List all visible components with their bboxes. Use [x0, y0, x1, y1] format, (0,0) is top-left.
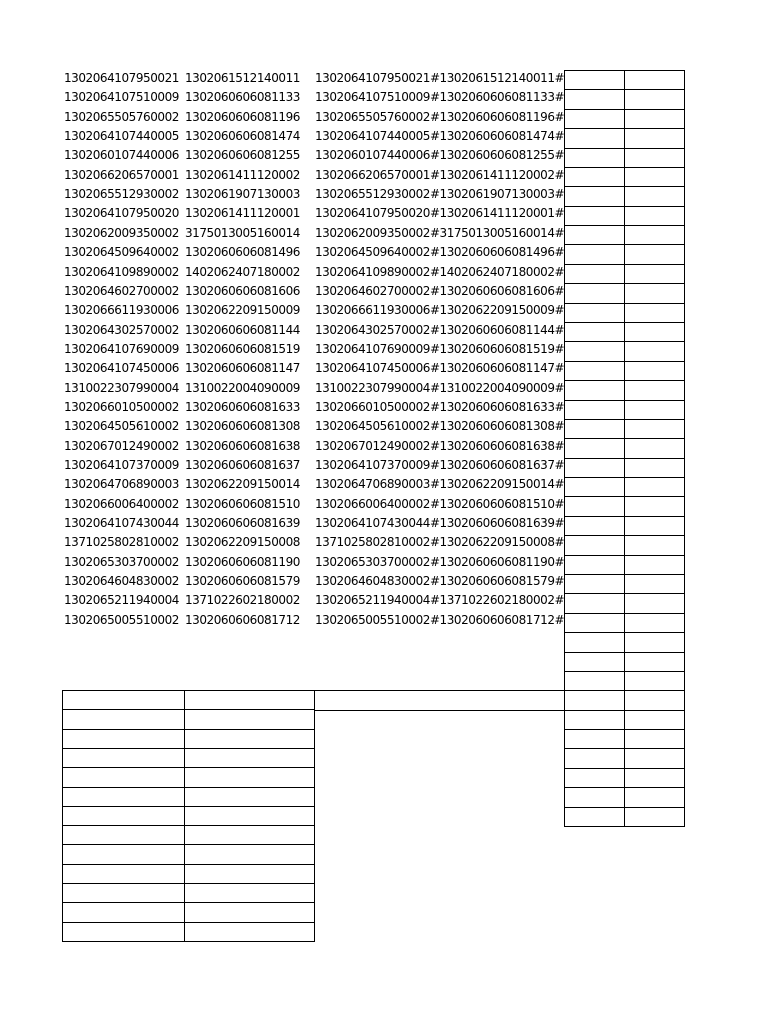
- cell-col-a: 1302066006400002: [64, 496, 179, 511]
- cell-col-b: 1302061411120002: [185, 167, 300, 182]
- cell-col-b: 1302062209150014: [185, 477, 300, 492]
- cell-col-c: 1302064107950020#1302061411120001#: [315, 206, 565, 221]
- cell-border: [62, 922, 315, 923]
- cell-col-a: 1302064107370009: [64, 458, 179, 472]
- cell-col-b: 1302060606081496: [185, 245, 300, 260]
- cell-col-a: 1302064604830002: [64, 574, 179, 589]
- cell-col-b: 1302061907130003: [185, 187, 300, 202]
- cell-border: [62, 902, 315, 903]
- cell-col-b: 1302060606081510: [185, 496, 300, 511]
- cell-col-a: 1302066611930006: [64, 303, 179, 318]
- cell-col-c: 1302064107370009#1302060606081637#: [315, 458, 565, 472]
- cell-col-c: 1302060107440006#1302060606081255#: [315, 148, 565, 163]
- cell-col-a: 1302060107440006: [64, 148, 179, 163]
- cell-border: [62, 767, 315, 768]
- cell-col-b: 1302060606081190: [185, 554, 300, 569]
- cell-col-c: 1302064706890003#1302062209150014#: [315, 477, 565, 492]
- cell-col-c: 1302064107440005#1302060606081474#: [315, 129, 565, 144]
- cell-col-b: 1302060606081474: [185, 129, 300, 144]
- cell-col-a: 1371025802810002: [64, 535, 179, 550]
- cell-col-c: 1302065303700002#1302060606081190#: [315, 554, 565, 569]
- cell-col-a: 1302064107950020: [64, 206, 179, 221]
- cell-col-a: 1302066010500002: [64, 399, 179, 414]
- cell-col-c: 1302064505610002#1302060606081308#: [315, 419, 565, 434]
- cell-col-b: 1371022602180002: [185, 593, 300, 608]
- cell-border: [62, 883, 315, 884]
- cell-col-c: 1302064107430044#1302060606081639#: [315, 516, 565, 531]
- cell-border: [314, 690, 315, 941]
- cell-col-b: 1302060606081606: [185, 283, 300, 298]
- cell-col-c: 1302064109890002#1402062407180002#: [315, 264, 565, 279]
- cell-border: [564, 70, 565, 826]
- cell-col-c: 1302066611930006#1302062209150009#: [315, 303, 565, 318]
- cell-border: [184, 690, 185, 941]
- cell-col-a: 1302064107510009: [64, 90, 179, 105]
- cell-col-a: 1302065303700002: [64, 554, 179, 569]
- cell-col-b: 1302060606081144: [185, 322, 300, 337]
- cell-col-a: 1302067012490002: [64, 438, 179, 453]
- cell-col-c: 1302064604830002#1302060606081579#: [315, 574, 565, 589]
- cell-col-c: 1302064107690009#1302060606081519#: [315, 341, 565, 356]
- cell-border: [62, 787, 315, 788]
- cell-border: [62, 941, 315, 942]
- cell-col-b: 1302060606081637: [185, 458, 300, 472]
- cell-col-a: 1302064302570002: [64, 322, 179, 337]
- cell-col-c: 1302064107510009#1302060606081133#: [315, 90, 565, 105]
- cell-col-c: 1302064509640002#1302060606081496#: [315, 245, 565, 260]
- cell-col-a: 1302064505610002: [64, 419, 179, 434]
- cell-col-c: 1302064107950021#1302061512140011#: [315, 71, 565, 85]
- cell-col-c: 1302065211940004#1371022602180002#: [315, 593, 565, 608]
- cell-border: [564, 826, 685, 827]
- cell-border: [62, 690, 63, 941]
- cell-col-c: 1302064107450006#1302060606081147#: [315, 361, 565, 376]
- cell-col-c: 1302066206570001#1302061411120002#: [315, 167, 565, 182]
- cell-col-c: 1302065512930002#1302061907130003#: [315, 187, 565, 202]
- cell-col-a: 1302064107430044: [64, 516, 179, 531]
- cell-col-a: 1302064107440005: [64, 129, 179, 144]
- cell-col-a: 1302064109890002: [64, 264, 179, 279]
- cell-border: [62, 844, 315, 845]
- cell-border: [62, 864, 315, 865]
- cell-col-b: 3175013005160014: [185, 225, 300, 240]
- cell-col-b: 1302061411120001: [185, 206, 300, 221]
- cell-border: [62, 690, 315, 691]
- cell-col-a: 1302064602700002: [64, 283, 179, 298]
- cell-border: [62, 806, 315, 807]
- cell-col-a: 1302062009350002: [64, 225, 179, 240]
- cell-col-b: 1302062209150008: [185, 535, 300, 550]
- cell-col-a: 1302065005510002: [64, 612, 179, 627]
- cell-col-c: 1302065505760002#1302060606081196#: [315, 109, 565, 124]
- cell-col-c: 1302067012490002#1302060606081638#: [315, 438, 565, 453]
- cell-col-b: 1302060606081308: [185, 419, 300, 434]
- cell-col-b: 1302061512140011: [185, 71, 300, 85]
- cell-col-b: 1310022004090009: [185, 380, 300, 395]
- cell-col-a: 1302065211940004: [64, 593, 179, 608]
- cell-col-c: 1302066006400002#1302060606081510#: [315, 496, 565, 511]
- cell-col-b: 1302060606081519: [185, 341, 300, 356]
- cell-border: [62, 709, 315, 710]
- cell-col-c: 1302062009350002#3175013005160014#: [315, 225, 565, 240]
- cell-col-b: 1302060606081579: [185, 574, 300, 589]
- cell-col-a: 1302066206570001: [64, 167, 179, 182]
- cell-col-a: 1302064509640002: [64, 245, 179, 260]
- cell-col-c: 1302065005510002#1302060606081712#: [315, 612, 565, 627]
- cell-col-c: 1302066010500002#1302060606081633#: [315, 399, 565, 414]
- cell-border: [62, 825, 315, 826]
- cell-col-b: 1302060606081133: [185, 90, 300, 105]
- cell-col-b: 1302060606081638: [185, 438, 300, 453]
- cell-col-a: 1302064706890003: [64, 477, 179, 492]
- cell-col-b: 1402062407180002: [185, 264, 300, 279]
- cell-border: [624, 70, 625, 826]
- cell-col-b: 1302060606081255: [185, 148, 300, 163]
- cell-col-b: 1302060606081147: [185, 361, 300, 376]
- cell-col-a: 1302065505760002: [64, 109, 179, 124]
- cell-col-a: 1310022307990004: [64, 380, 179, 395]
- cell-border: [684, 70, 685, 826]
- cell-col-a: 1302065512930002: [64, 187, 179, 202]
- cell-col-c: 1310022307990004#1310022004090009#: [315, 380, 565, 395]
- cell-col-b: 1302062209150009: [185, 303, 300, 318]
- cell-col-c: 1302064302570002#1302060606081144#: [315, 322, 565, 337]
- cell-col-c: 1371025802810002#1302062209150008#: [315, 535, 565, 550]
- cell-col-a: 1302064107450006: [64, 361, 179, 376]
- cell-col-a: 1302064107690009: [64, 341, 179, 356]
- cell-col-b: 1302060606081633: [185, 399, 300, 414]
- cell-border: [314, 710, 564, 711]
- cell-col-b: 1302060606081712: [185, 612, 300, 627]
- cell-col-c: 1302064602700002#1302060606081606#: [315, 283, 565, 298]
- cell-border: [62, 748, 315, 749]
- cell-col-a: 1302064107950021: [64, 71, 179, 85]
- cell-col-b: 1302060606081196: [185, 109, 300, 124]
- cell-col-b: 1302060606081639: [185, 516, 300, 531]
- cell-border: [62, 729, 315, 730]
